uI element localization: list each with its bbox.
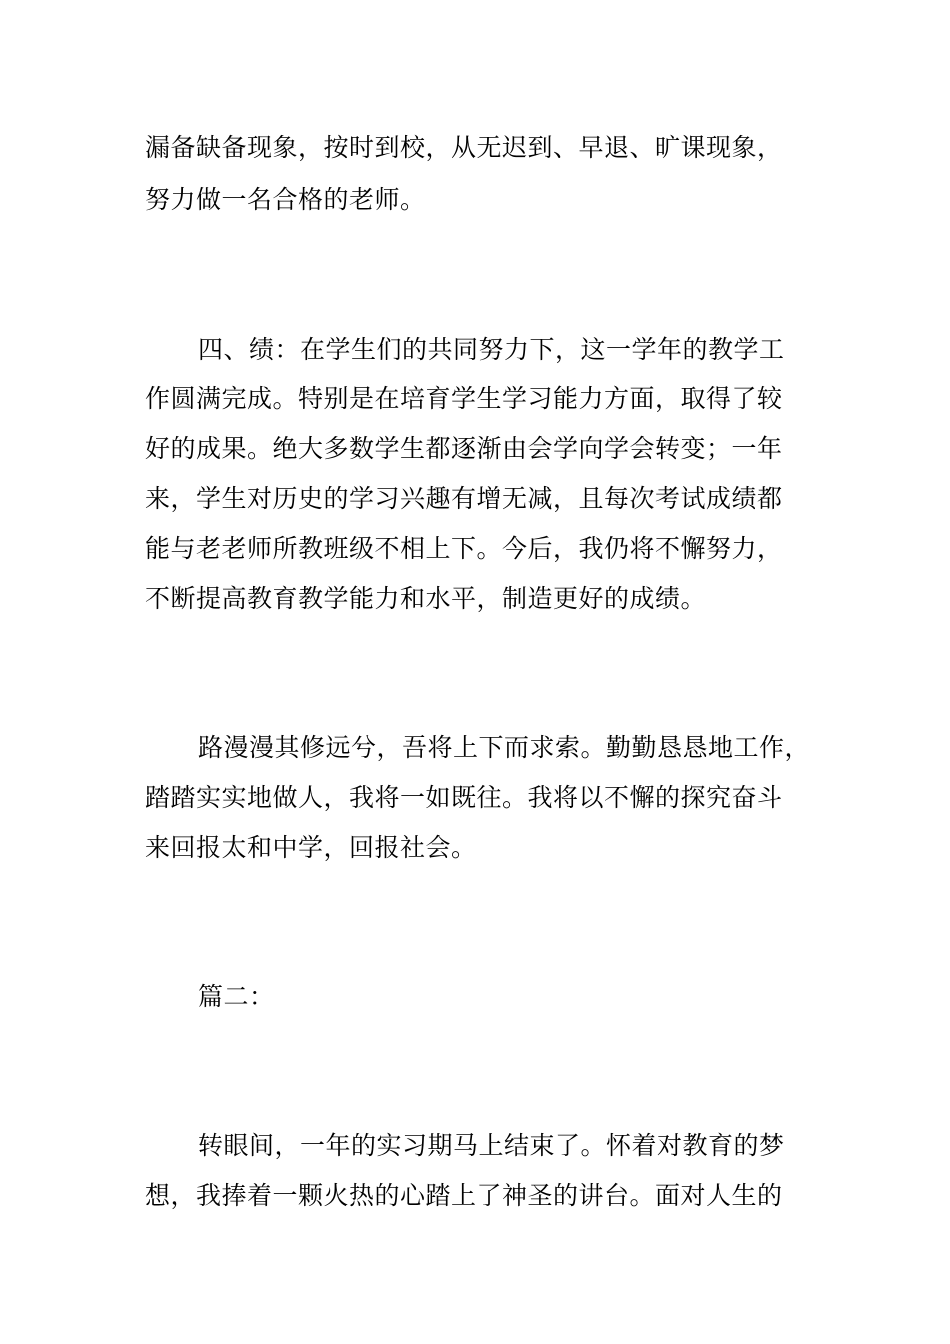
text-line: 来，学生对历史的学习兴趣有增无减，且每次考试成绩都: [145, 484, 783, 513]
text-line: 转眼间，一年的实习期马上结束了。怀着对教育的梦: [198, 1131, 785, 1160]
text-line: 能与老老师所教班级不相上下。今后，我仍将不懈努力，: [145, 534, 783, 563]
section-heading: 篇二：: [198, 982, 275, 1011]
text-line: 努力做一名合格的老师。: [145, 185, 426, 214]
text-line: 路漫漫其修远兮，吾将上下而求索。勤勤恳恳地工作，: [198, 733, 811, 762]
text-line: 踏踏实实地做人，我将一如既往。我将以不懈的探究奋斗: [145, 783, 783, 812]
text-line: 作圆满完成。特别是在培育学生学习能力方面，取得了较: [145, 384, 783, 413]
text-line: 想，我捧着一颗火热的心踏上了神圣的讲台。面对人生的: [145, 1181, 783, 1210]
text-line: 四、绩：在学生们的共同努力下，这一学年的教学工: [198, 335, 785, 364]
text-line: 来回报太和中学，回报社会。: [145, 833, 477, 862]
text-line: 不断提高教育教学能力和水平，制造更好的成绩。: [145, 584, 707, 613]
text-line: 漏备缺备现象，按时到校，从无迟到、早退、旷课现象，: [145, 133, 783, 162]
text-line: 好的成果。绝大多数学生都逐渐由会学向学会转变；一年: [145, 434, 783, 463]
